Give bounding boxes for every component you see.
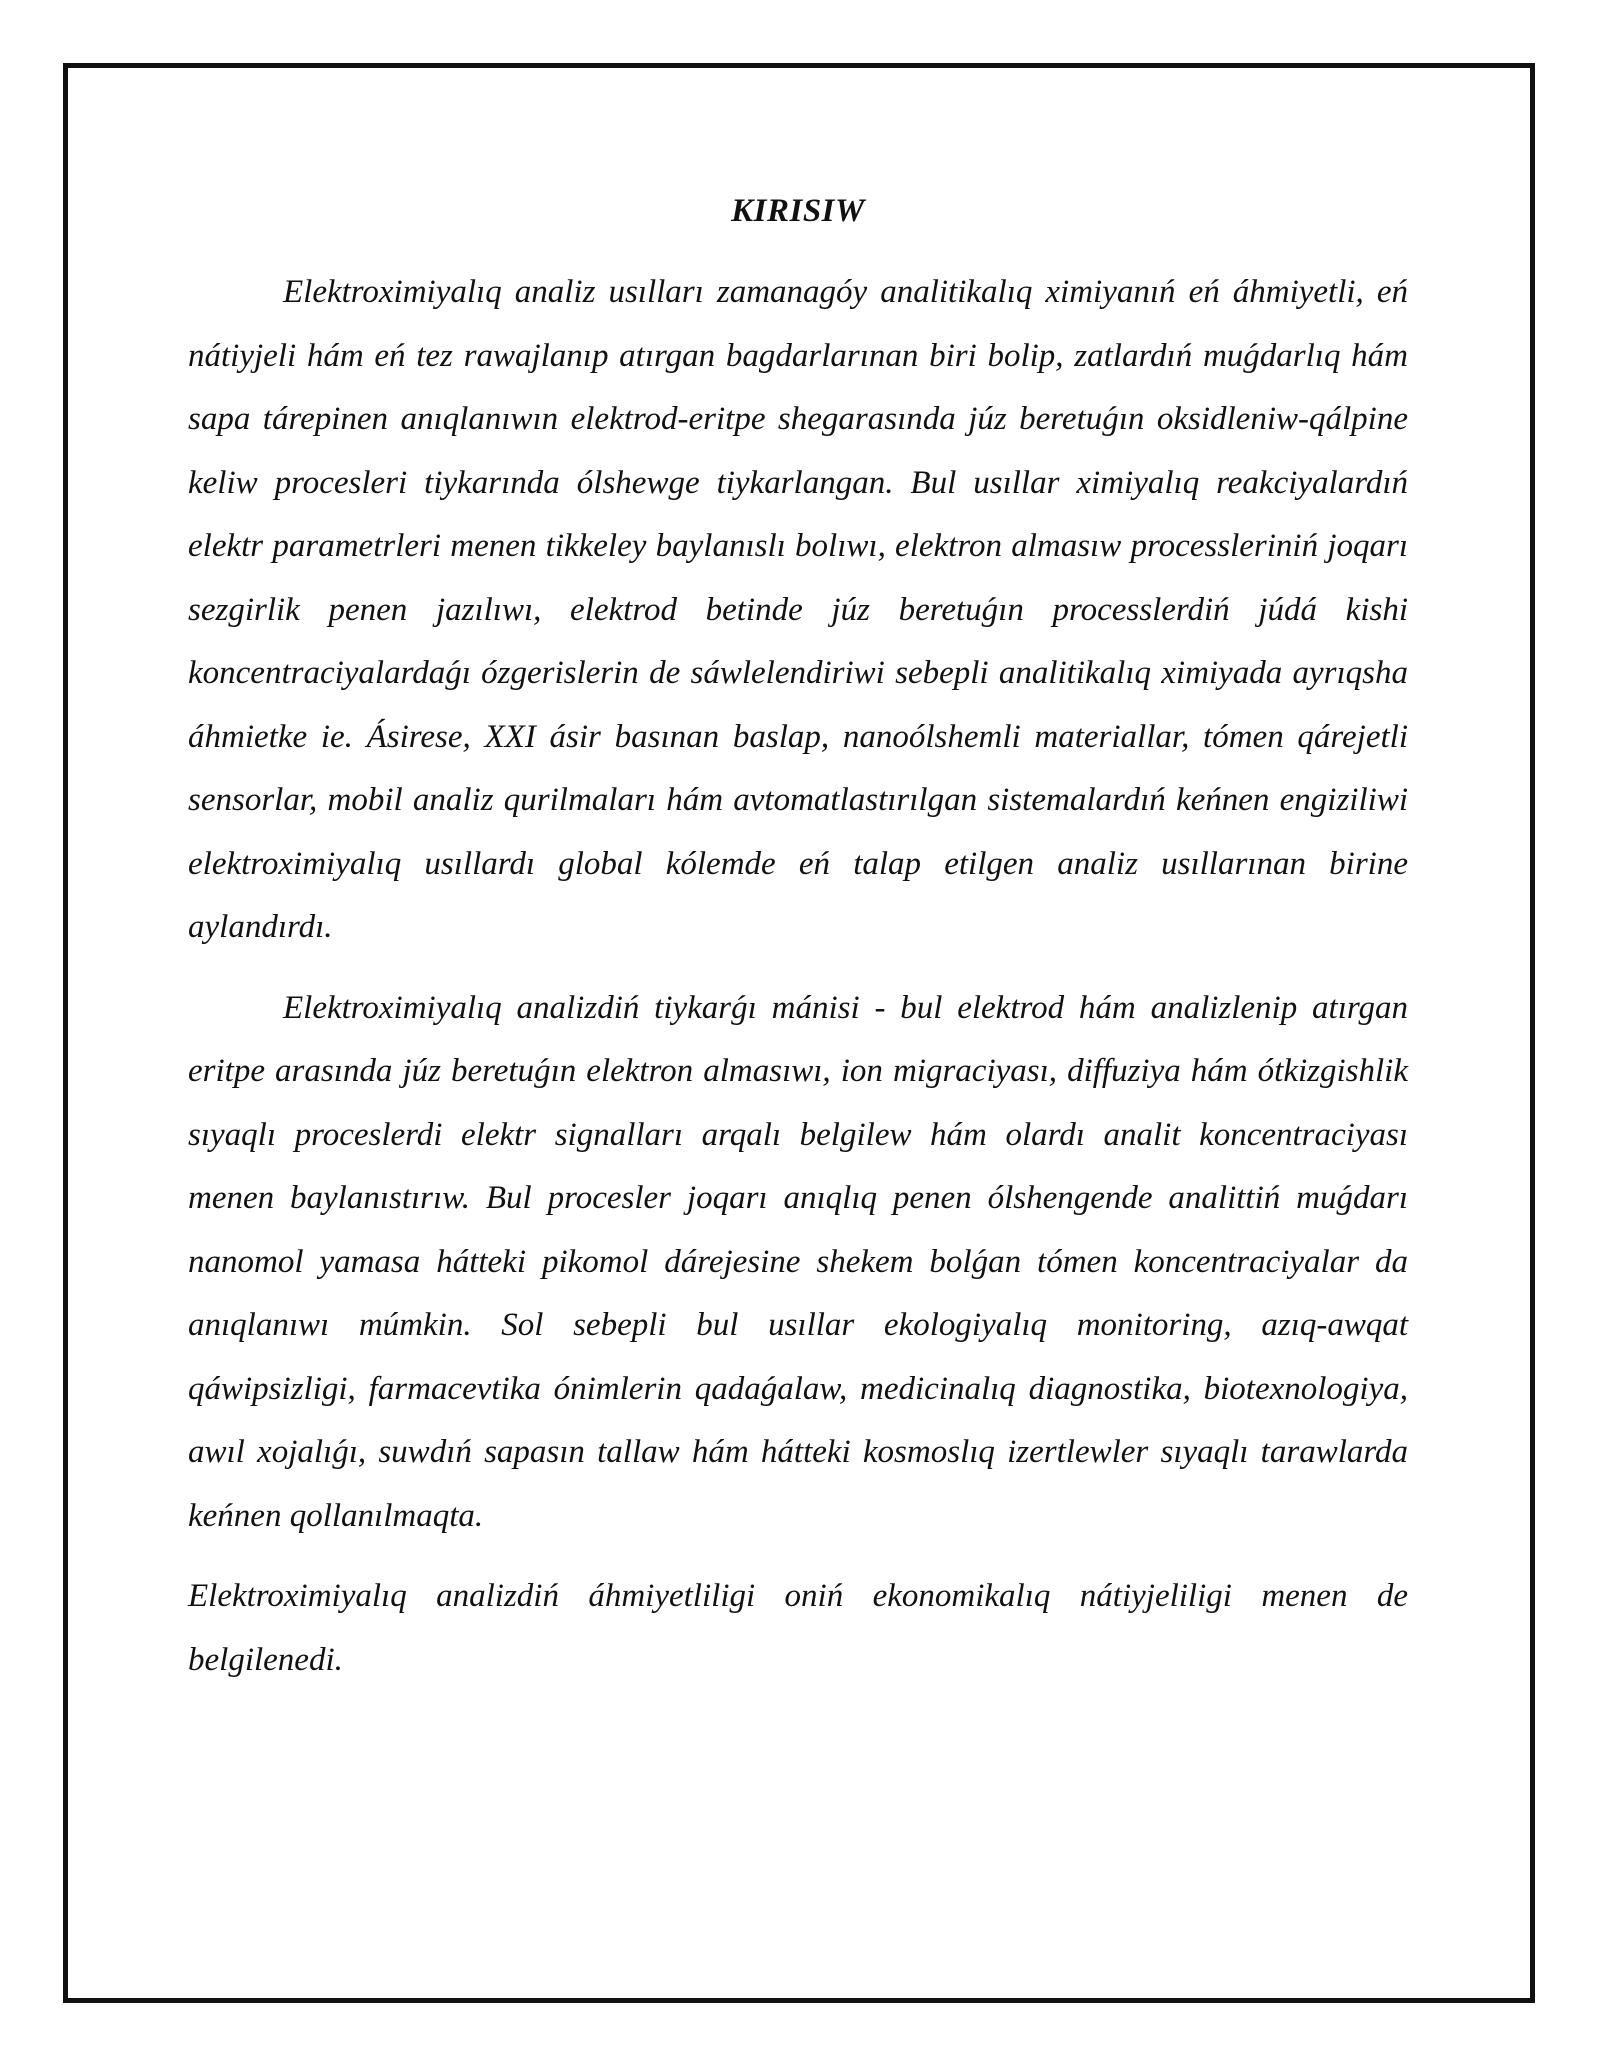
page-title: KIRISIW [731, 193, 865, 229]
paragraph-2: Elektroximiyalıq analizdiń tiykarǵı mánisi - bul elektrod hám analizlenip atırgan eritpe arasında júz beretuǵın elektron almasıwı, ion migraciyası, diffuziya hám ótkizgishlik sıyaqlı proceslerdi elektr signalları arqalı belgilew hám olardı analit koncentraciyası menen baylanıstırıw. Bul procesler joqarı anıqlıq penen ólshengende analittiń muǵdarı nanomol yamasa hátteki pikomol dárejesine shekem bolǵan tómen koncentraciyalar da anıqlanıwı múmkin. Sol sebepli bul usıllar ekologiyalıq monitoring, azıq-awqat qáwipsizligi, farmacevtika ónimlerin qadaǵalaw, medicinalıq diagnostika, biotexnologiya, awıl xojalıǵı, suwdıń sapasın tallaw hám hátteki kosmoslıq izertlewler sıyaqlı tarawlarda keńnen qollanılmaqta. [188, 989, 1408, 1534]
document-body [188, 181, 1408, 1692]
paragraph-1: Elektroximiyalıq analiz usılları zamanagóy analitikalıq ximiyanıń eń áhmiyetli, eń nátiyjeli hám eń tez rawajlanıp atırgan bagdarlarınan biri bolip, zatlardıń muǵdarlıq hám sapa tárepinen anıqlanıwın elektrod-eritpe shegarasında júz beretuǵın oksidleniw-qálpine keliw procesleri tiykarında ólshewge tiykarlangan. Bul usıllar ximiyalıq reakciyalardıń elektr parametrleri menen tikkeley baylanıslı bolıwı, elektron almasıw processleriniń joqarı sezgirlik penen jazılıwı, elektrod betinde júz beretuǵın processlerdiń júdá kishi koncentraciyalardaǵı ózgerislerin de sáwlelendiriwi sebepli analitikalıq ximiyada ayrıqsha áhmietke ie. Ásirese, XXI ásir basınan baslap, nanoólshemli materiallar, tómen qárejetli sensorlar, mobil analiz qurilmaları hám avtomatlastırılgan sistemalardıń keńnen engiziliwi elektroximiyalıq usıllardı global kólemde eń talap etilgen analiz usıllarınan birine aylandırdı. [188, 274, 1408, 945]
paragraph-3: Elektroximiyalıq analizdiń áhmiyetliligi oniń ekonomikalıq nátiyjeliligi menen de belgilenedi. [188, 1578, 1408, 1678]
